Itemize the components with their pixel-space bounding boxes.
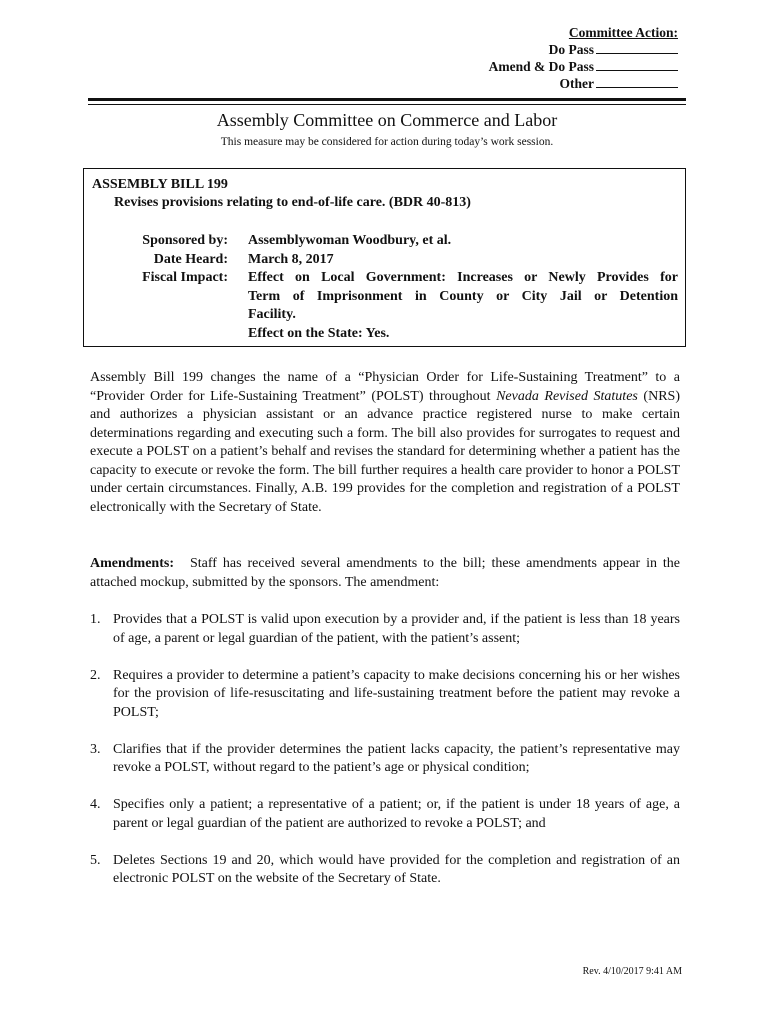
sponsor-value: Assemblywoman Woodbury, et al. [248, 233, 452, 248]
action-option-label: Do Pass [548, 42, 594, 57]
list-item [90, 741, 680, 778]
committee-action-title: Committee Action: [568, 25, 678, 40]
action-option-amend-do-pass [418, 58, 678, 75]
action-blank-line [596, 42, 678, 54]
list-item-number: 4. [90, 797, 101, 812]
action-option-do-pass [418, 41, 678, 58]
list-item-text: Specifies only a patient; a representative of a patient; or, if the patient is under 18 years of age, a parent or legal guardian of the patient are authorized to revoke a POLST; and [113, 797, 680, 831]
list-item-number: 3. [90, 741, 101, 757]
sponsor-row [84, 232, 685, 251]
list-item-number: 5. [90, 852, 101, 868]
list-item [90, 796, 680, 833]
action-option-label: Other [559, 76, 594, 91]
header-rule-thin [88, 104, 686, 105]
fiscal-impact-row [84, 269, 685, 343]
bill-number: ASSEMBLY BILL 199 [92, 177, 228, 192]
bill-summary [90, 369, 680, 517]
list-item-number: 1. [90, 612, 101, 627]
fiscal-local-line: Effect on Local Government: Increases or Newly Provides for [248, 270, 678, 285]
bill-description: Revises provisions relating to end-of-life care. (BDR 40-813) [114, 195, 471, 210]
date-heard-value: March 8, 2017 [248, 251, 334, 267]
fiscal-local-line: Term of Imprisonment in County or City Jail or Detention [248, 288, 678, 304]
committee-subtitle: This measure may be considered for action during today’s work session. [220, 136, 554, 148]
action-blank-line [596, 59, 678, 71]
date-heard-label: Date Heard: [153, 251, 228, 267]
header-rule-thick [88, 98, 686, 101]
list-item-text: Provides that a POLST is valid upon execution by a provider and, if the patient is less than 18 years of age, a parent or legal guardian of the patient, with the patient’s assent; [113, 612, 680, 646]
fiscal-state-effect: Effect on the State: Yes. [248, 325, 390, 341]
fiscal-impact-label: Fiscal Impact: [142, 270, 228, 285]
list-item-text: Deletes Sections 19 and 20, which would have provided for the completion and registration of an electronic POLST on the website of the Secretary of State. [113, 852, 680, 886]
amendment-list [90, 611, 680, 907]
action-option-other [418, 75, 678, 92]
bill-metadata [84, 232, 685, 343]
fiscal-impact-value [248, 269, 678, 343]
action-option-label: Amend & Do Pass [488, 59, 594, 74]
bill-info-box [83, 168, 686, 347]
summary-text: (NRS) and authorizes a physician assistant or an advance practice registered nurse to make certain determinations regarding and executing such a form. The bill also provides for surrogates to request and execute a POLST on a patient’s behalf and revises the standard for determining whether a patient has the capacity to execute or revoke the form. The bill further requires a health care provider to honor a POLST under certain circumstances. Finally, A.B. 199 provides for the completion and registration of a POLST electronically with the Secretary of State. [90, 388, 680, 515]
amendments-intro [90, 555, 680, 592]
committee-action-block [418, 24, 678, 92]
list-item [90, 667, 680, 723]
list-item-text: Requires a provider to determine a patient’s capacity to make decisions concerning his or her wishes for the provision of life-resuscitating and life-sustaining treatment before the patient may revoke a POLST; [113, 667, 680, 720]
revision-stamp: Rev. 4/10/2017 9:41 AM [582, 966, 682, 977]
amendments-text: Staff has received several amendments to the bill; these amendments appear in the attached mockup, submitted by the sponsors. The amendment: [90, 556, 680, 590]
fiscal-local-line: Facility. [248, 307, 296, 322]
summary-text: Assembly Bill 199 changes the name of a “Physician Order for Life-Sustaining Treatment” to a “Provider Order for Life-Sustaining Treatment” (POLST) throughout [90, 370, 680, 404]
sponsor-label: Sponsored by: [142, 233, 228, 248]
list-item-text: Clarifies that if the provider determines the patient lacks capacity, the patient’s representative may revoke a POLST, without regard to the patient’s age or physical condition; [113, 741, 680, 775]
date-heard-row [84, 251, 685, 270]
list-item [90, 852, 680, 889]
statutes-name: Nevada Revised Statutes [496, 388, 638, 404]
action-blank-line [596, 76, 678, 88]
list-item [90, 611, 680, 648]
committee-title: Assembly Committee on Commerce and Labor [216, 110, 558, 130]
amendments-label: Amendments: [90, 556, 174, 571]
list-item-number: 2. [90, 667, 101, 683]
